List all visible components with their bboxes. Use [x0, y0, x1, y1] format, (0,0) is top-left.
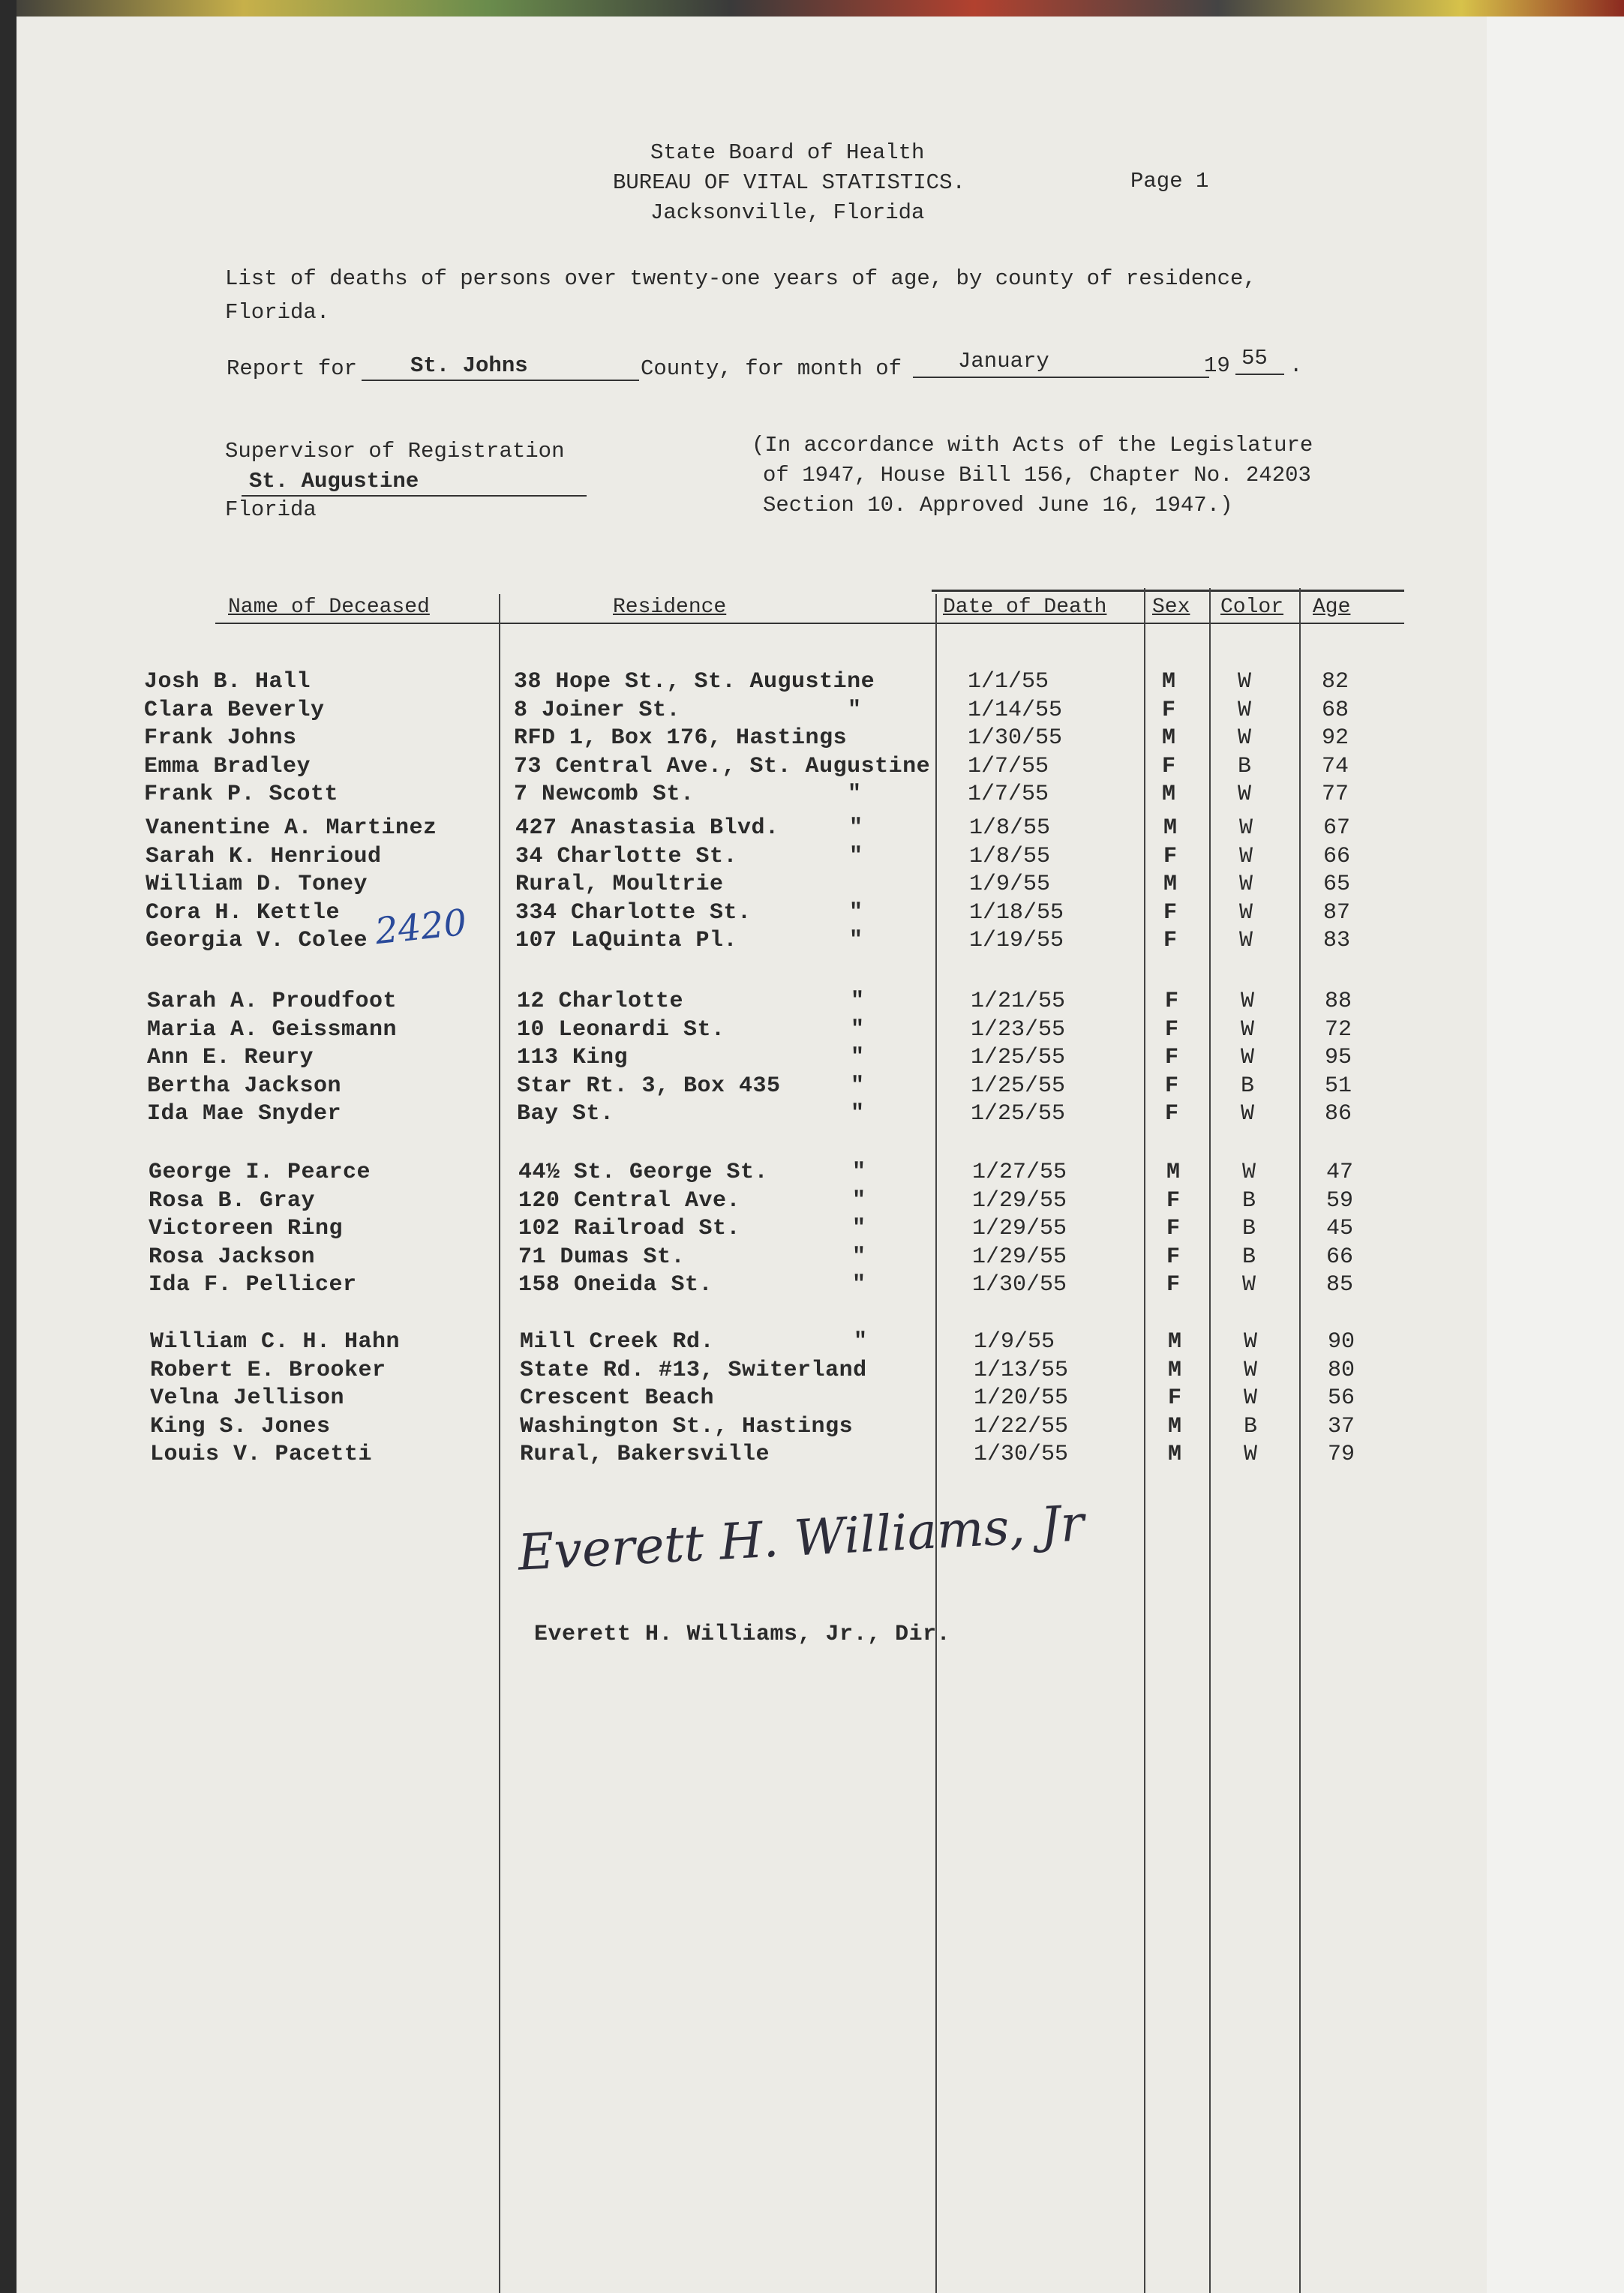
ditto-mark: " [848, 782, 862, 807]
cell-sex: M [1162, 782, 1176, 807]
cell-color: W [1238, 669, 1252, 695]
cell-residence: 10 Leonardi St. [517, 1016, 725, 1043]
cell-age: 82 [1322, 669, 1349, 695]
ditto-mark: " [849, 815, 863, 841]
handwritten-annotation: 2420 [373, 901, 469, 953]
cell-residence: 8 Joiner St. [514, 697, 681, 723]
cell-color: W [1241, 989, 1255, 1014]
cell-date: 1/20/55 [974, 1385, 1069, 1411]
cell-sex: M [1163, 872, 1178, 897]
cell-age: 67 [1323, 815, 1351, 841]
cell-name: Bertha Jackson [147, 1073, 342, 1099]
cell-color: W [1242, 1272, 1256, 1298]
col-head-residence: Residence [613, 596, 727, 619]
cell-sex: F [1162, 697, 1176, 723]
cell-age: 65 [1323, 872, 1351, 897]
cell-residence: 71 Dumas St. [518, 1244, 686, 1270]
report-year: 55 [1241, 346, 1268, 371]
col-head-age: Age [1313, 596, 1351, 619]
cell-date: 1/14/55 [968, 697, 1063, 723]
cell-age: 72 [1325, 1016, 1352, 1043]
report-county: St. Johns [410, 353, 528, 378]
cell-sex: M [1168, 1442, 1182, 1467]
cell-name: Rosa Jackson [149, 1244, 316, 1270]
cell-name: Ann E. Reury [147, 1045, 314, 1070]
cell-date: 1/7/55 [968, 753, 1049, 779]
cell-age: 66 [1323, 843, 1351, 869]
ditto-mark: " [851, 1073, 865, 1099]
report-end: . [1289, 353, 1303, 378]
legal-line1: (In accordance with Acts of the Legislature [752, 433, 1313, 458]
cell-name: Maria A. Geissmann [147, 1016, 398, 1043]
col-divider-date [935, 594, 937, 2293]
signature: Everett H. Williams, Jr [516, 1494, 1086, 1582]
cell-age: 47 [1326, 1160, 1354, 1185]
cell-age: 86 [1325, 1101, 1352, 1127]
cell-residence: 12 Charlotte [517, 989, 684, 1014]
cell-age: 87 [1323, 899, 1351, 926]
cell-date: 1/13/55 [974, 1357, 1069, 1383]
cell-date: 1/1/55 [968, 669, 1049, 695]
ditto-mark: " [849, 843, 863, 869]
cell-sex: F [1166, 1216, 1181, 1241]
cell-sex: M [1166, 1160, 1181, 1185]
cell-sex: F [1163, 843, 1178, 869]
intro-line1: List of deaths of persons over twenty-one years of age, by county of residence, [225, 266, 1256, 291]
cell-sex: F [1163, 928, 1178, 953]
cell-date: 1/7/55 [968, 782, 1049, 807]
cell-sex: F [1168, 1385, 1182, 1411]
ditto-mark: " [849, 928, 863, 953]
cell-color: B [1241, 1073, 1255, 1099]
supervisor-city: St. Augustine [249, 469, 419, 494]
cell-date: 1/29/55 [972, 1216, 1067, 1241]
cell-name: Sarah A. Proudfoot [147, 989, 398, 1014]
cell-name: Frank P. Scott [144, 782, 339, 807]
cell-color: B [1242, 1187, 1256, 1214]
cell-residence: 38 Hope St., St. Augustine [514, 669, 875, 695]
col-divider-age [1299, 588, 1301, 2293]
cell-residence: Mill Creek Rd. [520, 1329, 715, 1355]
ditto-mark: " [851, 1016, 865, 1043]
cell-name: Vanentine A. Martinez [146, 815, 437, 841]
cell-age: 45 [1326, 1216, 1354, 1241]
cell-color: W [1238, 697, 1252, 723]
cell-sex: F [1165, 1016, 1179, 1043]
cell-name: William C. H. Hahn [150, 1329, 401, 1355]
cell-sex: F [1166, 1272, 1181, 1298]
month-underline [913, 377, 1209, 378]
document-page [17, 17, 1487, 2293]
cell-name: Robert E. Brooker [150, 1357, 386, 1383]
cell-color: B [1238, 753, 1252, 779]
cell-date: 1/9/55 [974, 1329, 1055, 1355]
col-divider-sex [1144, 588, 1145, 2293]
cell-name: Velna Jellison [150, 1385, 345, 1411]
cell-date: 1/19/55 [969, 928, 1064, 953]
ditto-mark: " [848, 697, 862, 723]
page-number: Page 1 [1130, 169, 1209, 194]
cell-age: 92 [1322, 725, 1349, 751]
cell-color: W [1239, 843, 1253, 869]
cell-date: 1/23/55 [971, 1016, 1066, 1043]
cell-name: Georgia V. Colee [146, 928, 368, 953]
cell-residence: 113 King [517, 1045, 629, 1070]
cell-age: 88 [1325, 989, 1352, 1014]
cell-sex: F [1166, 1244, 1181, 1270]
cell-age: 90 [1328, 1329, 1355, 1355]
cell-color: W [1239, 815, 1253, 841]
cell-name: Sarah K. Henrioud [146, 843, 382, 869]
ditto-mark: " [851, 989, 865, 1014]
cell-residence: Star Rt. 3, Box 435 [517, 1073, 781, 1099]
ditto-mark: " [851, 1101, 865, 1127]
cell-name: Ida F. Pellicer [149, 1272, 357, 1298]
report-prefix: Report for [227, 356, 358, 381]
cell-date: 1/25/55 [971, 1045, 1066, 1070]
cell-age: 66 [1326, 1244, 1354, 1270]
cell-date: 1/21/55 [971, 989, 1066, 1014]
cell-name: Ida Mae Snyder [147, 1101, 342, 1127]
col-head-date: Date of Death [943, 596, 1107, 619]
cell-sex: F [1165, 1101, 1179, 1127]
cell-date: 1/30/55 [972, 1272, 1067, 1298]
cell-date: 1/8/55 [969, 843, 1051, 869]
supervisor-state: Florida [225, 497, 317, 522]
cell-sex: M [1168, 1329, 1182, 1355]
ditto-mark: " [852, 1244, 866, 1270]
legal-line2: of 1947, House Bill 156, Chapter No. 24203 [763, 463, 1311, 488]
cell-residence: Crescent Beach [520, 1385, 715, 1411]
col-head-color: Color [1220, 596, 1284, 619]
cell-date: 1/30/55 [968, 725, 1063, 751]
cell-age: 59 [1326, 1187, 1354, 1214]
cell-age: 51 [1325, 1073, 1352, 1099]
cell-date: 1/27/55 [972, 1160, 1067, 1185]
cell-sex: M [1162, 725, 1176, 751]
header-line3: Jacksonville, Florida [650, 200, 925, 225]
cell-age: 79 [1328, 1442, 1355, 1467]
cell-residence: 334 Charlotte St. [515, 899, 752, 926]
cell-age: 95 [1325, 1045, 1352, 1070]
year-underline [1235, 374, 1284, 375]
cell-name: George I. Pearce [149, 1160, 371, 1185]
cell-color: W [1239, 899, 1253, 926]
header-bottom-rule [215, 623, 1404, 624]
cell-age: 37 [1328, 1413, 1355, 1439]
cell-age: 77 [1322, 782, 1349, 807]
cell-residence: Rural, Moultrie [515, 872, 724, 897]
cell-date: 1/25/55 [971, 1101, 1066, 1127]
cell-name: Rosa B. Gray [149, 1187, 316, 1214]
cell-residence: 107 LaQuinta Pl. [515, 928, 738, 953]
cell-name: Clara Beverly [144, 697, 325, 723]
col-divider-residence [499, 594, 500, 2293]
cell-age: 85 [1326, 1272, 1354, 1298]
cell-sex: F [1162, 753, 1176, 779]
cell-date: 1/22/55 [974, 1413, 1069, 1439]
cell-color: W [1244, 1329, 1258, 1355]
cell-sex: M [1168, 1413, 1182, 1439]
county-underline [362, 380, 639, 381]
cell-date: 1/18/55 [969, 899, 1064, 926]
report-year-prefix: 19 [1204, 353, 1230, 378]
cell-color: W [1239, 928, 1253, 953]
cell-name: King S. Jones [150, 1413, 331, 1439]
cell-date: 1/9/55 [969, 872, 1051, 897]
cell-color: B [1242, 1216, 1256, 1241]
intro-line2: Florida. [225, 300, 330, 325]
scan-edge-left [0, 0, 17, 2293]
cell-name: William D. Toney [146, 872, 368, 897]
col-head-name: Name of Deceased [228, 596, 430, 619]
cell-sex: M [1168, 1357, 1182, 1383]
col-head-sex: Sex [1152, 596, 1190, 619]
cell-sex: M [1162, 669, 1176, 695]
cell-color: W [1241, 1016, 1255, 1043]
cell-residence: 102 Railroad St. [518, 1216, 741, 1241]
cell-residence: 73 Central Ave., St. Augustine [514, 753, 931, 779]
cell-date: 1/29/55 [972, 1244, 1067, 1270]
cell-residence: 158 Oneida St. [518, 1272, 713, 1298]
ditto-mark: " [849, 899, 863, 926]
cell-name: Louis V. Pacetti [150, 1442, 373, 1467]
cell-name: Josh B. Hall [144, 669, 311, 695]
cell-date: 1/8/55 [969, 815, 1051, 841]
cell-residence: RFD 1, Box 176, Hastings [514, 725, 848, 751]
cell-sex: M [1163, 815, 1178, 841]
cell-color: W [1239, 872, 1253, 897]
cell-age: 74 [1322, 753, 1349, 779]
cell-color: B [1242, 1244, 1256, 1270]
cell-color: W [1241, 1101, 1255, 1127]
cell-sex: F [1165, 1073, 1179, 1099]
ditto-mark: " [852, 1160, 866, 1185]
report-county-label: County, for month of [641, 356, 902, 381]
cell-color: W [1244, 1442, 1258, 1467]
table-top-rule [932, 590, 1404, 592]
cell-color: B [1244, 1413, 1258, 1439]
cell-residence: Rural, Bakersville [520, 1442, 770, 1467]
cell-date: 1/30/55 [974, 1442, 1069, 1467]
cell-residence: Bay St. [517, 1101, 614, 1127]
ditto-mark: " [852, 1187, 866, 1214]
cell-name: Victoreen Ring [149, 1216, 344, 1241]
cell-name: Cora H. Kettle [146, 899, 341, 926]
legal-line3: Section 10. Approved June 16, 1947.) [763, 493, 1233, 518]
ditto-mark: " [852, 1272, 866, 1298]
cell-color: W [1242, 1160, 1256, 1185]
cell-residence: 44½ St. George St. [518, 1160, 769, 1185]
cell-date: 1/29/55 [972, 1187, 1067, 1214]
cell-residence: 34 Charlotte St. [515, 843, 738, 869]
header-line2: BUREAU OF VITAL STATISTICS. [613, 170, 965, 195]
ditto-mark: " [854, 1329, 868, 1355]
cell-residence: Washington St., Hastings [520, 1413, 854, 1439]
cell-date: 1/25/55 [971, 1073, 1066, 1099]
cell-color: W [1244, 1385, 1258, 1411]
cell-color: W [1238, 725, 1252, 751]
cell-sex: F [1165, 1045, 1179, 1070]
col-divider-color [1209, 588, 1211, 2293]
ditto-mark: " [852, 1216, 866, 1241]
cell-residence: 7 Newcomb St. [514, 782, 695, 807]
cell-color: W [1238, 782, 1252, 807]
supervisor-title: Supervisor of Registration [225, 439, 565, 464]
cell-sex: F [1163, 899, 1178, 926]
cell-residence: 120 Central Ave. [518, 1187, 741, 1214]
cell-age: 80 [1328, 1357, 1355, 1383]
cell-age: 83 [1323, 928, 1351, 953]
header-line1: State Board of Health [650, 140, 925, 165]
scan-edge-top [0, 0, 1624, 17]
signer-name: Everett H. Williams, Jr., Dir. [534, 1622, 951, 1647]
cell-name: Emma Bradley [144, 753, 311, 779]
cell-color: W [1241, 1045, 1255, 1070]
report-month: January [958, 349, 1049, 374]
cell-residence: 427 Anastasia Blvd. [515, 815, 779, 841]
cell-age: 68 [1322, 697, 1349, 723]
cell-age: 56 [1328, 1385, 1355, 1411]
ditto-mark: " [851, 1045, 865, 1070]
cell-sex: F [1165, 989, 1179, 1014]
cell-sex: F [1166, 1187, 1181, 1214]
cell-color: W [1244, 1357, 1258, 1383]
cell-name: Frank Johns [144, 725, 297, 751]
cell-residence: State Rd. #13, Switerland [520, 1357, 867, 1383]
